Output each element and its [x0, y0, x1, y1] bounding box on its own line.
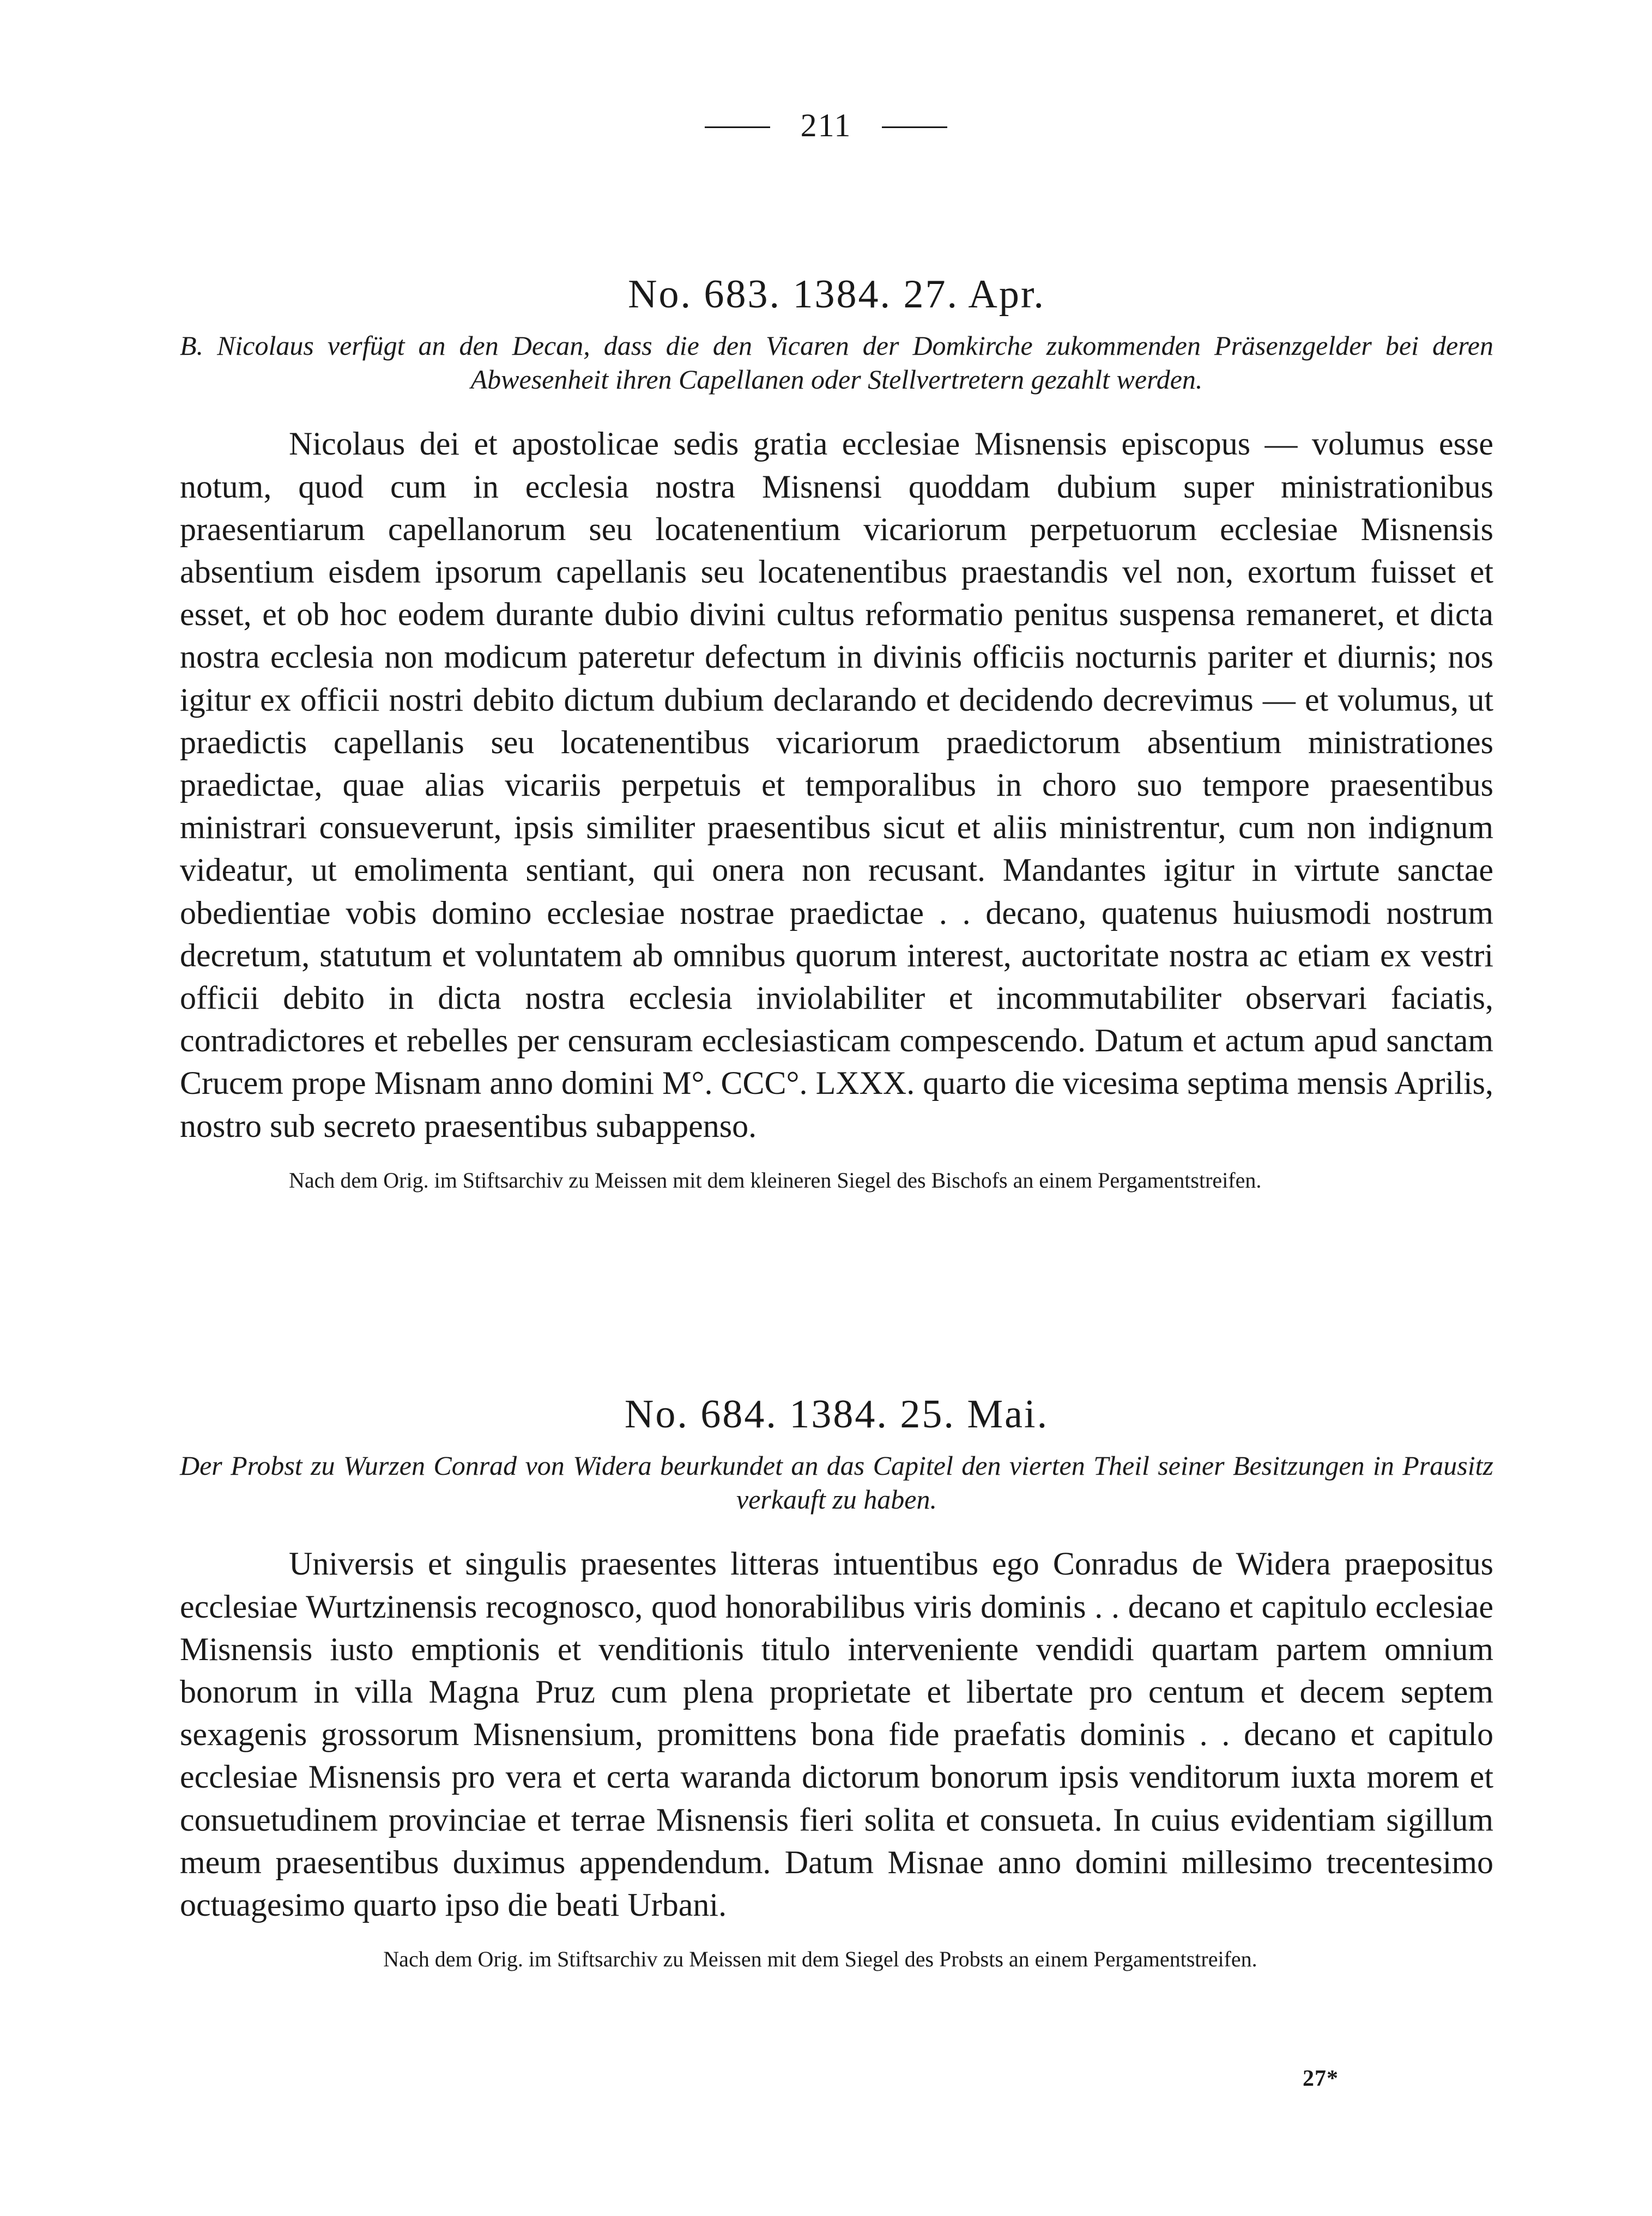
document-683 [180, 273, 1493, 1196]
page-number: 211 [800, 107, 852, 143]
document-684 [180, 1392, 1493, 1975]
document-body: Nicolaus dei et apostolicae sedis gratia ecclesiae Misnensis episcopus — volumus esse notum, quod cum in ecclesia nostra Misnensi quoddam dubium super ministrationibus praesentiarum capellanorum seu locatenentium vicariorum perpetuorum ecclesiae Misnensis absentium eisdem ipsorum capellanis seu locatenentibus praestandis vel non, exortum fuisset et esset, et ob hoc eodem durante dubio divini cultus reformatio penitus suspensa remaneret, et dicta nostra ecclesia non modicum pateretur defectum in divinis officiis nocturnis pariter et diurnis; nos igitur ex officii nostri debito dictum dubium declarando et decidendo decrevimus — et volumus, ut praedictis capellanis seu locatenentibus vicariorum praedictorum absentium ministrationes praedictae, quae alias vicariis perpetuis et temporalibus in choro suo tempore praesentibus ministrari consueverunt, ipsis similiter praesentibus sicut et aliis ministrentur, cum non indignum videatur, ut emolimenta sentiant, qui onera non recusant. Mandantes igitur in virtute sanctae obedientiae vobis domino ecclesiae nostrae praedictae . . decano, quatenus huiusmodi nostrum decretum, statutum et voluntatem ab omnibus quorum interest, auctoritate nostra ac etiam ex vestri officii debito in dicta nostra ecclesia inviolabiliter et incommutabiliter observari faciatis, contradictores et rebelles per censuram ecclesiasticam compescendo. Datum et actum apud sanctam Crucem prope Misnam anno domini M°. CCC°. LXXX. quarto die vicesima septima mensis Aprilis, nostro sub secreto praesentibus subappenso. [180, 426, 1493, 1144]
document-title: No. 684. 1384. 25. Mai. [624, 1392, 1049, 1437]
signature-mark: 27* [1303, 2066, 1339, 2091]
source-note: Nach dem Orig. im Stiftsarchiv zu Meissen mit dem Siegel des Probsts an einem Pergamentstreifen. [383, 1947, 1257, 1972]
header-rule-right [882, 126, 947, 128]
header-rule-left [705, 126, 770, 128]
document-body: Universis et singulis praesentes litteras intuentibus ego Conradus de Widera praepositus ecclesiae Wurtzinensis recognosco, quod honorabilibus viris dominis . . decano et capitulo ecclesiae Misnensis iusto emptionis et venditionis titulo interveniente vendidi quartam partem omnium bonorum in villa Magna Pruz cum plena proprietate et libertate pro centum et decem septem sexagenis grossorum Misnensium, promittens bona fide praefatis dominis . . decano et capitulo ecclesiae Misnensis pro vera et certa waranda dictorum bonorum ipsis venditorum iuxta morem et consuetudinem provinciae et terrae Misnensis fieri solita et consueta. In cuius evidentiam sigillum meum praesentibus duximus appendendum. Datum Misnae anno domini millesimo trecentesimo octuagesimo quarto ipso die beati Urbani. [180, 1546, 1493, 1923]
document-summary: Der Probst zu Wurzen Conrad von Widera beurkundet an das Capitel den vierten Theil seiner Besitzungen in Prausitz verkauft zu haben. [180, 1450, 1493, 1515]
source-note: Nach dem Orig. im Stiftsarchiv zu Meissen mit dem kleineren Siegel des Bischofs an einem Pergamentstreifen. [289, 1167, 1262, 1192]
document-title: No. 683. 1384. 27. Apr. [628, 272, 1045, 317]
document-summary: B. Nicolaus verfügt an den Decan, dass die den Vicaren der Domkirche zukommenden Präsenzgelder bei deren Abwesenheit ihren Capellanen oder Stellvertretern gezahlt werden. [180, 330, 1493, 395]
page-header [0, 107, 1652, 144]
